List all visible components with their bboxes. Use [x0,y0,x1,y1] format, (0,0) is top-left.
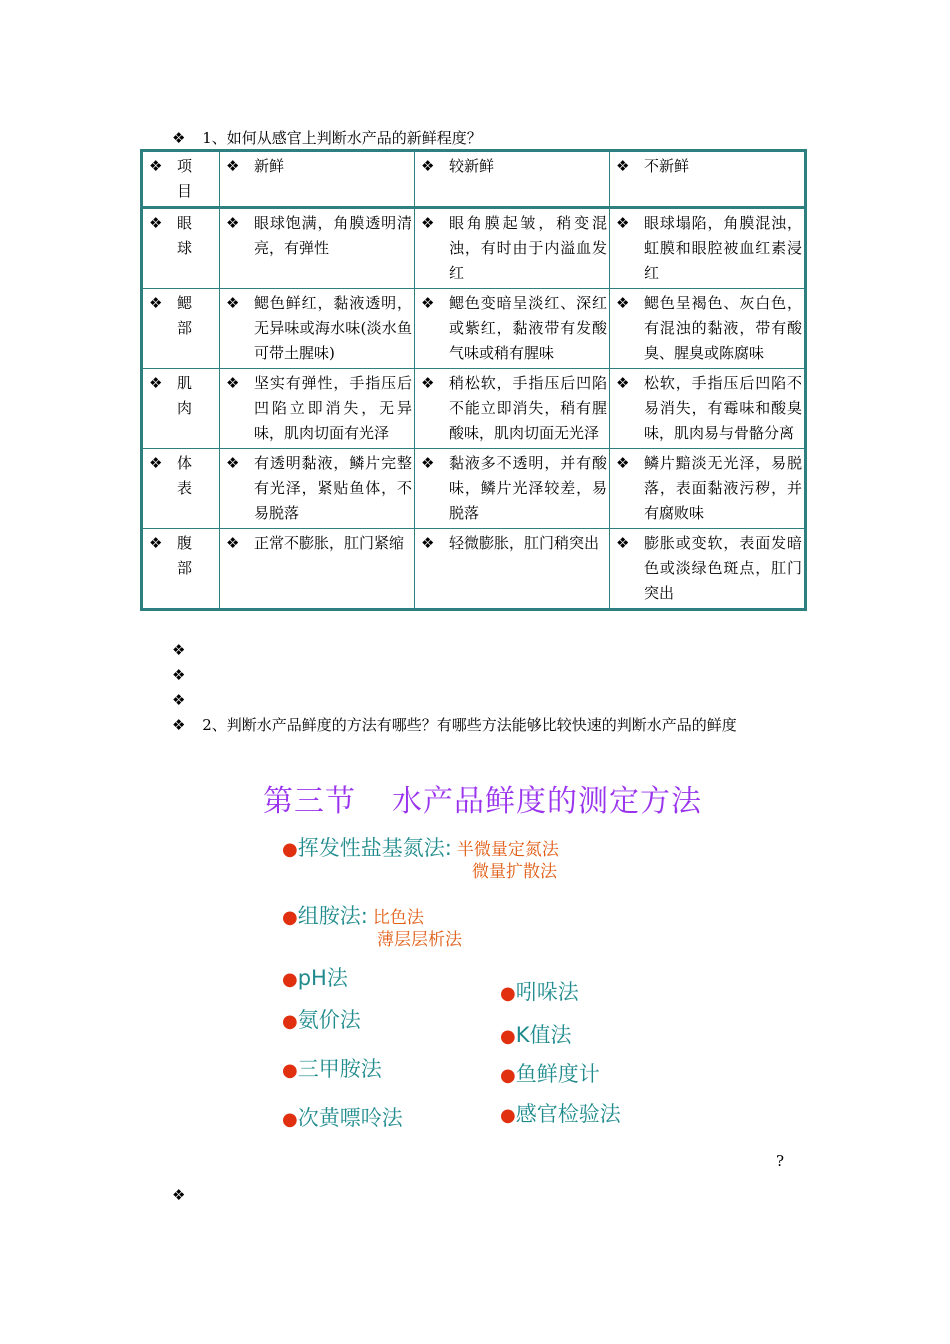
table-row [142,289,806,369]
diamond-bullet-icon: ❖ [421,374,435,392]
diamond-bullet-icon: ❖ [226,294,240,312]
bullet-dot-icon: ● [282,839,298,860]
diamond-bullet-icon: ❖ [149,214,163,232]
diamond-bullet-icon: ❖ [616,214,630,232]
method-tma: ●三甲胺法 [282,1057,382,1081]
table-cell: ❖ 眼球 [142,208,220,289]
table-cell: ❖ 腹部 [142,529,220,610]
method-ammonia: ●氨价法 [282,1008,361,1032]
section-heading: 水产品鲜度的测定方法 [392,784,702,819]
table-cell: ❖ 体表 [142,449,220,529]
method-kvalue: ●K值法 [500,1023,572,1047]
diamond-bullet-icon: ❖ [172,666,186,684]
diamond-bullet-icon: ❖ [616,157,630,175]
bullet-dot-icon: ● [282,1060,298,1081]
diamond-bullet-icon: ❖ [421,214,435,232]
table-cell: ❖ 稍松软，手指压后凹陷不能立即消失，稍有腥酸味，肌肉切面无光泽 [415,369,610,449]
diamond-bullet-icon: ❖ [226,157,240,175]
table-header-cell: ❖ 不新鲜 [610,151,806,208]
bullet-dot-icon: ● [500,1105,516,1126]
section-number: 第三节 [263,784,356,819]
method-sub: 比色法 [372,908,424,928]
method-tvbn-sub2: 微量扩散法 [472,862,557,882]
diamond-bullet-icon: ❖ [226,214,240,232]
table-header-cell: ❖ 较新鲜 [415,151,610,208]
diamond-bullet-icon: ❖ [421,534,435,552]
table-cell: ❖ 鳃部 [142,289,220,369]
bullet-dot-icon: ● [282,969,298,990]
table-cell: ❖ 鳃色变暗呈淡红、深红或紫红，黏液带有发酸气味或稍有腥味 [415,289,610,369]
method-histamine-sub2: 薄层层析法 [377,930,462,950]
table-row [142,449,806,529]
table-header-cell: ❖ 项目 [142,151,220,208]
diamond-bullet-icon: ❖ [149,157,163,175]
diamond-bullet-icon: ❖ [616,374,630,392]
diamond-bullet-icon: ❖ [172,641,186,659]
method-ph: ●pH法 [282,966,348,990]
table-cell: ❖ 鳃色呈褐色、灰白色，有混浊的黏液，带有酸臭、腥臭或陈腐味 [610,289,806,369]
stray-mark: ? [776,1152,785,1170]
table-cell: ❖ 鳃色鲜红，黏液透明，无异味或海水味(淡水鱼可带土腥味) [220,289,415,369]
table-cell: ❖ 肌肉 [142,369,220,449]
table-cell: ❖ 眼球塌陷，角膜混浊，虹膜和眼腔被血红素浸红 [610,208,806,289]
bullet-dot-icon: ● [500,1026,516,1047]
empty-bullet-list [172,638,185,713]
table-row [142,369,806,449]
table-cell: ❖ 坚实有弹性，手指压后凹陷立即消失，无异味，肌肉切面有光泽 [220,369,415,449]
question-2-text: 2、判断水产品鲜度的方法有哪些？有哪些方法能够比较快速的判断水产品的鲜度 [202,716,737,734]
table-cell: ❖ 有透明黏液，鳞片完整有光泽，紧贴鱼体，不易脱落 [220,449,415,529]
table-cell: ❖ 正常不膨胀，肛门紧缩 [220,529,415,610]
diamond-bullet-icon: ❖ [149,454,163,472]
diamond-bullet-icon: ❖ [172,129,186,147]
question-2 [172,713,737,738]
table-cell: ❖ 眼球饱满，角膜透明清亮，有弹性 [220,208,415,289]
diamond-bullet-icon: ❖ [149,294,163,312]
method-sub: 半微量定氮法 [456,840,559,860]
bullet-dot-icon: ● [282,1011,298,1032]
diamond-bullet-icon: ❖ [421,454,435,472]
diamond-bullet-icon: ❖ [172,1186,186,1204]
table-header-row [142,151,806,208]
table-cell: ❖ 松软，手指压后凹陷不易消失，有霉味和酸臭味，肌肉易与骨骼分离 [610,369,806,449]
diamond-bullet-icon: ❖ [149,374,163,392]
diamond-bullet-icon: ❖ [149,534,163,552]
diamond-bullet-icon: ❖ [616,454,630,472]
method-name: 组胺法: [297,904,368,928]
method-indole: ●吲哚法 [500,980,579,1004]
bullet-dot-icon: ● [282,1109,298,1130]
diamond-bullet-icon: ❖ [226,374,240,392]
freshness-table [140,149,807,611]
bullet-dot-icon: ● [500,1065,516,1086]
diamond-bullet-icon: ❖ [616,294,630,312]
diamond-bullet-icon: ❖ [421,294,435,312]
table-cell: ❖ 黏液多不透明，并有酸味，鳞片光泽较差，易脱落 [415,449,610,529]
method-meter: ●鱼鲜度计 [500,1062,600,1086]
table-header-cell: ❖ 新鲜 [220,151,415,208]
table-cell: ❖ 轻微膨胀，肛门稍突出 [415,529,610,610]
table-row [142,208,806,289]
method-hypoxanthine: ●次黄嘌呤法 [282,1106,403,1130]
bullet-dot-icon: ● [500,983,516,1004]
table-cell: ❖ 鳞片黯淡无光泽，易脱落，表面黏液污秽，并有腐败味 [610,449,806,529]
question-1-text: 1、如何从感官上判断水产品的新鲜程度？ [202,129,482,147]
table-cell: ❖ 眼角膜起皱，稍变混浊，有时由于内溢血发红 [415,208,610,289]
table-row [142,529,806,610]
diamond-bullet-icon: ❖ [616,534,630,552]
diamond-bullet-icon: ❖ [172,691,186,709]
bullet-dot-icon: ● [282,907,298,928]
table-cell: ❖ 膨胀或变软，表面发暗色或淡绿色斑点，肛门突出 [610,529,806,610]
method-sensory: ●感官检验法 [500,1102,621,1126]
method-name: 挥发性盐基氮法: [297,836,452,860]
diamond-bullet-icon: ❖ [226,454,240,472]
diamond-bullet-icon: ❖ [226,534,240,552]
section-title [263,776,702,820]
diamond-bullet-icon: ❖ [421,157,435,175]
diamond-bullet-icon: ❖ [172,716,186,734]
question-1 [172,127,482,148]
